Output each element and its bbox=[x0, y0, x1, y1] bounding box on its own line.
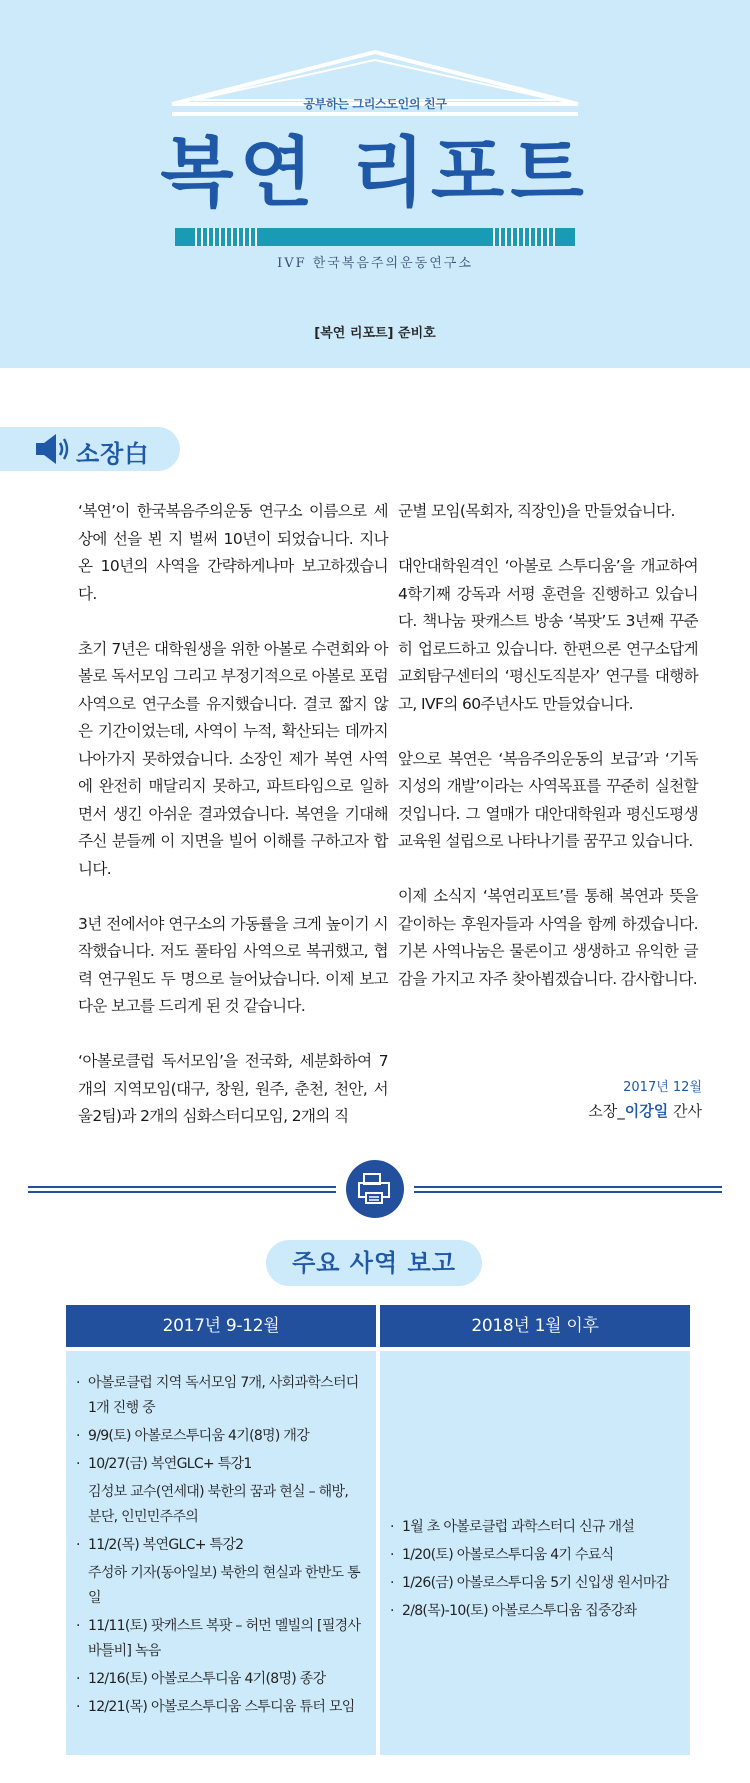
section1-title: 소장白 bbox=[76, 440, 150, 468]
letter-right-column bbox=[398, 498, 698, 1021]
signature-suffix: 간사 bbox=[668, 1102, 702, 1120]
table-header-row bbox=[66, 1305, 690, 1347]
paragraph: 3년 전에서야 연구소의 가동률을 크게 높이기 시작했습니다. 저도 풀타임 사역으로 복귀했고, 협력 연구원도 두 명으로 늘어났습니다. 이제 보고다운 보고를 드리게 된 것 같습니다. bbox=[78, 914, 388, 1015]
paragraph: 이제 소식지 ‘복연리포트’를 통해 복연과 뜻을 같이하는 후원자들과 사역을 함께 하겠습니다. 기본 사역나눔은 물론이고 생생하고 유익한 글감을 가지고 자주 찾아뵙겠습니다. 감사합니다. bbox=[398, 887, 698, 988]
paragraph: ‘아볼로클럽 독서모임’을 전국화, 세분화하여 7개의 지역모임(대구, 창원, 원주, 춘천, 천안, 서울2팀)과 2개의 심화스터디모임, 2개의 직 bbox=[78, 1052, 388, 1125]
report-header bbox=[0, 0, 750, 368]
paragraph: 앞으로 복연은 ‘복음주의운동의 보급’과 ‘기독지성의 개발’이라는 사역목표를 꾸준히 실천할 것입니다. 그 열매가 대안대학원과 평신도평생교육원 설립으로 나타나기를 꿈꾸고 있습니다. bbox=[398, 749, 698, 850]
ministry-report-table bbox=[66, 1305, 690, 1755]
paragraph: 대안대학원격인 ‘아볼로 스투디움’을 개교하여 4학기째 강독과 서평 훈련을 진행하고 있습니다. 책나눔 팟캐스트 방송 ‘복팟’도 3년째 꾸준히 업로드하고 있습니다. 한편으론 연구소답게 교회탐구센터의 ‘평신도직분자’ 연구를 대행하고, IVF의 60주년사도 만들었습니다. bbox=[398, 557, 698, 713]
signature-date: 2017년 12월 bbox=[623, 1080, 702, 1095]
list-item: · 10/27(금) 복연GLC+ 특강1 bbox=[76, 1456, 252, 1472]
section-divider bbox=[28, 1160, 722, 1220]
list-item: · 1/20(토) 아볼로스투디움 4기 수료식 bbox=[390, 1547, 614, 1563]
table-body-row bbox=[66, 1351, 690, 1755]
list-item: · 9/9(토) 아볼로스투디움 4기(8명) 개강 bbox=[76, 1428, 310, 1444]
section2-title: 주요 사역 보고 bbox=[266, 1240, 482, 1286]
list-item: · 1월 초 아볼로클럽 과학스터디 신규 개설 bbox=[390, 1519, 635, 1535]
table-header-cell: 2017년 9-12월 bbox=[66, 1305, 376, 1347]
signature-prefix: 소장_ bbox=[588, 1102, 625, 1120]
list-item: · 2/8(목)-10(토) 아볼로스투디움 집중강좌 bbox=[390, 1603, 637, 1619]
table-cell-2017 bbox=[66, 1351, 376, 1755]
table-cell-2018 bbox=[380, 1351, 690, 1755]
list-item: · 11/11(토) 팟캐스트 복팟 – 허먼 멜빌의 [필경사 바틀비] 녹음 bbox=[76, 1618, 361, 1659]
page-title: 복연 리포트 bbox=[160, 128, 590, 217]
paragraph: ‘복연’이 한국복음주의운동 연구소 이름으로 세상에 선을 뵌 지 벌써 10년이 되었습니다. 지나온 10년의 사역을 간략하게나마 보고하겠습니다. bbox=[78, 502, 388, 603]
title-stripe-bar bbox=[175, 228, 575, 246]
signature bbox=[520, 1100, 702, 1121]
tagline: 공부하는 그리스도인의 친구 bbox=[303, 97, 447, 111]
list-item-detail: 주성하 기자(동아일보) 북한의 현실과 한반도 통일 bbox=[88, 1565, 360, 1606]
table-header-cell: 2018년 1월 이후 bbox=[380, 1305, 690, 1347]
paragraph: 군별 모임(목회자, 직장인)을 만들었습니다. bbox=[398, 502, 675, 520]
list-item: · 11/2(목) 복연GLC+ 특강2 bbox=[76, 1537, 244, 1553]
letter-left-column bbox=[78, 498, 388, 1158]
subtitle: IVF 한국복음주의운동연구소 bbox=[277, 256, 473, 271]
list-item: · 아볼로클럽 지역 독서모임 7개, 사회과학스터디 1개 진행 중 bbox=[76, 1375, 359, 1416]
list-item-detail: 김성보 교수(연세대) 북한의 꿈과 현실 – 해방, 분단, 인민민주주의 bbox=[88, 1484, 349, 1525]
list-item: · 12/16(토) 아볼로스투디움 4기(8명) 종강 bbox=[76, 1671, 326, 1687]
list-item: · 1/26(금) 아볼로스투디움 5기 신입생 원서마감 bbox=[390, 1575, 669, 1591]
speaker-icon bbox=[34, 432, 74, 466]
issue-label: [복연 리포트] 준비호 bbox=[314, 326, 436, 341]
paragraph: 초기 7년은 대학원생을 위한 아볼로 수련회와 아볼로 독서모임 그리고 부정기적으로 아볼로 포럼 사역으로 연구소를 유지했습니다. 결코 짧지 않은 기간이었는데, 사역이 누적, 확산되는 데까지 나아가지 못하였습니다. 소장인 제가 복연 사역에 완전히 매달리지 못하고, 파트타임으로 일하면서 생긴 아쉬운 결과였습니다. 복연을 기대해주신 분들께 이 지면을 빌어 이해를 구하고자 합니다. bbox=[78, 639, 388, 878]
list-item: · 12/21(목) 아볼로스투디움 스투디움 튜터 모임 bbox=[76, 1699, 355, 1715]
signature-name: 이강일 bbox=[624, 1102, 669, 1120]
